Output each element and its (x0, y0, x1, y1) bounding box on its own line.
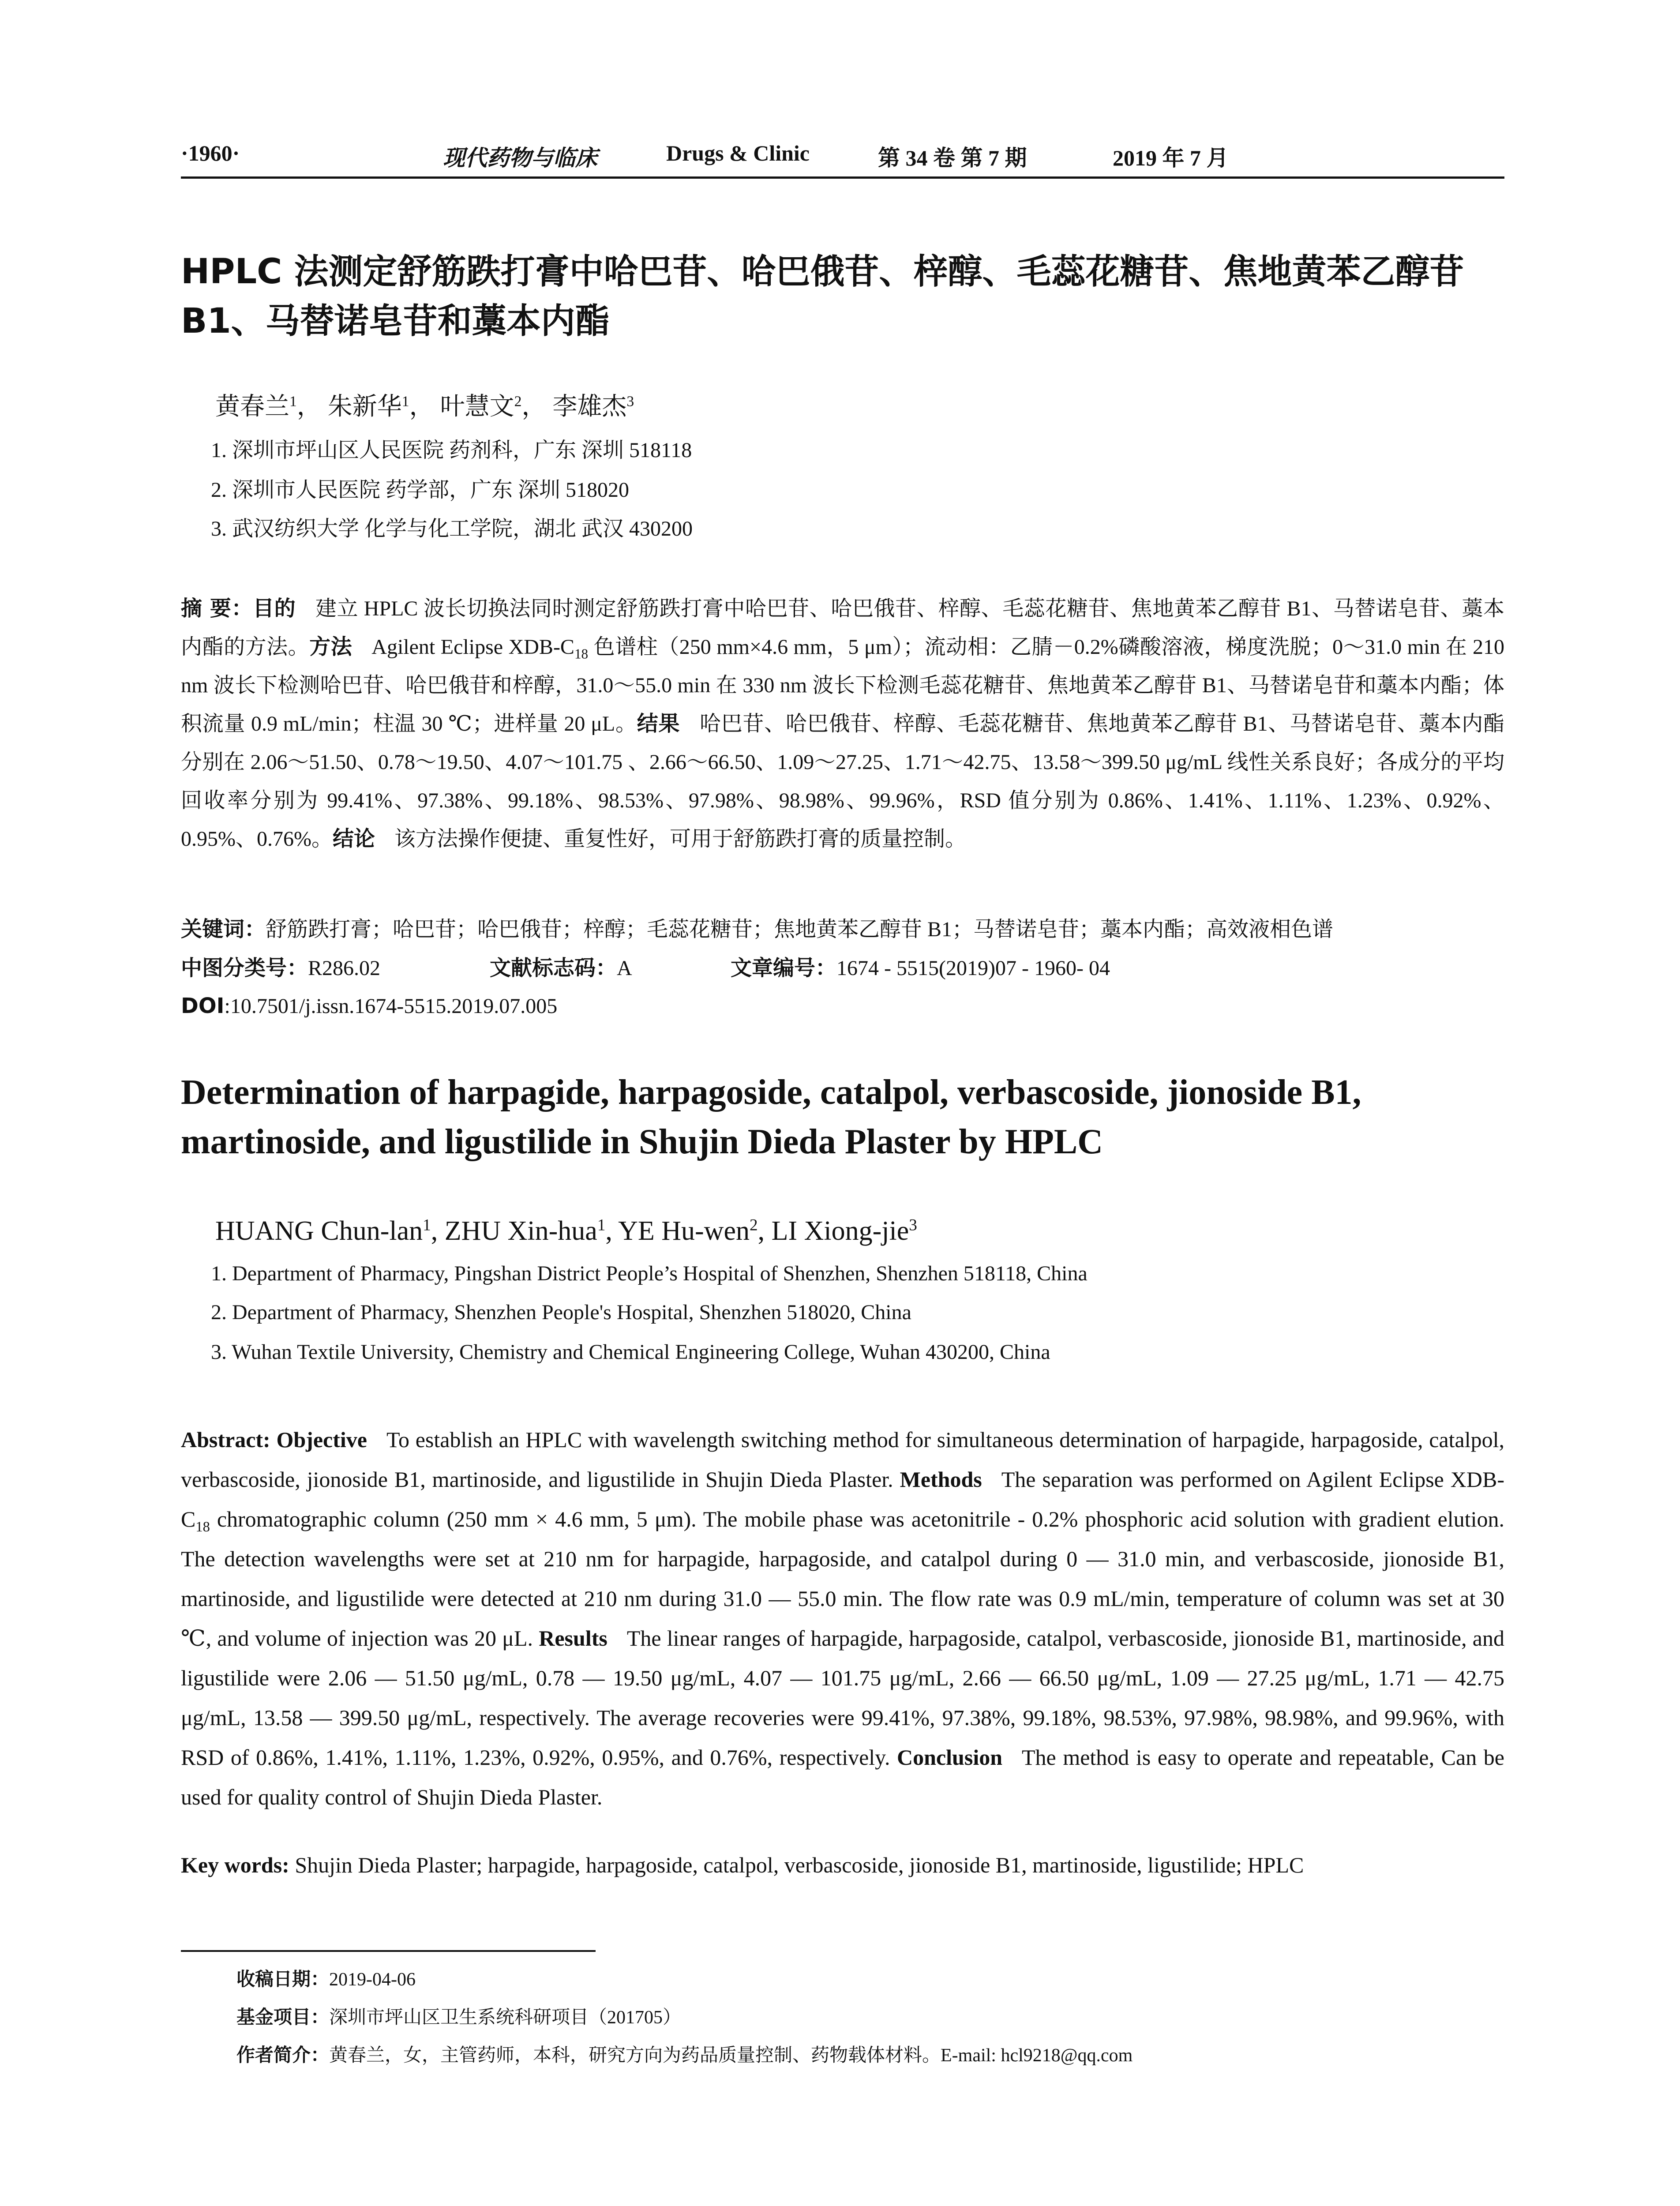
author-name: HUANG Chun-lan (215, 1216, 423, 1246)
objective-text: To establish an HPLC with wavelength switching method for simultaneous determination of harpagide, harpagoside, catalpol, verbascoside, jionoside B1, martinoside, and ligustilide in Shujin Dieda Plaster. (181, 1427, 1505, 1492)
conclusion-text: The method is easy to operate and repeatable, Can be used for quality control of Shujin Dieda Plaster. (181, 1745, 1504, 1809)
keywords-en (181, 1845, 1504, 1885)
keywords-label: 关键词： (181, 917, 266, 942)
author-bio-label: 作者简介： (236, 2044, 330, 2066)
results-label: Results (539, 1626, 608, 1651)
conclusion-text: 该方法操作便捷、重复性好，可用于舒筋跌打膏的质量控制。 (394, 827, 967, 851)
keywords-text: 舒筋跌打膏；哈巴苷；哈巴俄苷；梓醇；毛蕊花糖苷；焦地黄苯乙醇苷 B1；马替诺皂苷；藁本内酯；高效液相色谱 (266, 918, 1334, 941)
abstract-en (181, 1420, 1504, 1817)
author-affiliation-mark: 1 (289, 393, 297, 410)
methods-text: chromatographic column (250 mm × 4.6 mm, 5 μm). The mobile phase was acetonitrile - 0.2% phosphoric acid solution with gradient elution. The detection wavelengths were set at 210 nm for harpagide, harpagoside, and catalpol during 0 — 31.0 min, and verbascoside, jionoside B1, martinoside, and ligustilide were detected at 210 nm during 31.0 — 55.0 min. The flow rate was 0.9 mL/min, temperature of column was set at 30 ℃, and volume of injection was 20 μL. (181, 1507, 1504, 1651)
conclusion-label: Conclusion (897, 1745, 1003, 1770)
abstract-cn (181, 589, 1504, 858)
methods-label: 方法 (309, 634, 352, 659)
journal-name-en: Drugs & Clinic (666, 141, 810, 165)
affiliation-en-1: 1. Department of Pharmacy, Pingshan District People’s Hospital of Shenzhen, Shenzhen 518118, China (211, 1262, 1088, 1285)
abstract-label: Abstract: (181, 1427, 270, 1452)
author-affiliation-mark: 2 (514, 393, 522, 410)
author-separator: , (431, 1216, 445, 1246)
methods-text: Agilent Eclipse XDB-C (371, 635, 574, 659)
results-text: The linear ranges of harpagide, harpagoside, catalpol, verbascoside, jionoside B1, martinoside, and ligustilide were 2.06 — 51.50 μg/mL, 0.78 — 19.50 μg/mL, 4.07 — 101.75 μg/mL, 2.66 — 66.50 μg/mL, 1.09 — 27.25 μg/mL, 1.71 — 42.75 μg/mL, 13.58 — 399.50 μg/mL, respectively. The average recoveries were 99.41%, 97.38%, 99.18%, 98.53%, 97.98%, 98.98%, and 99.96%, with RSD of 0.86%, 1.41%, 1.11%, 1.23%, 0.92%, 0.95%, and 0.76%, respectively. (181, 1626, 1504, 1770)
article-number-label: 文章编号： (731, 956, 837, 980)
authors-en (215, 1212, 917, 1249)
results-text: 哈巴苷、哈巴俄苷、梓醇、毛蕊花糖苷、焦地黄苯乙醇苷 B1、马替诺皂苷、藁本内酯分别在 2.06～51.50、0.78～19.50、4.07～101.75 、2.66～66.50、1.09～27.25、1.71～42.75、13.58～399.50 μg/mL 线性关系良好；各成分的平均回收率分别为 99.41%、97.38%、99.18%、98.53%、97.98%、98.98%、99.96%，RSD 值分别为 0.86%、1.41%、1.11%、1.23%、0.92%、0.95%、0.76%。 (181, 712, 1504, 851)
methods-subscript: 18 (574, 646, 589, 662)
author-name: 黄春兰 (215, 393, 289, 420)
article-number (731, 950, 1110, 986)
doi-label: DOI (181, 994, 225, 1018)
received-label: 收稿日期： (236, 1968, 330, 1990)
conclusion-label: 结论 (332, 826, 375, 851)
methods-subscript: 18 (195, 1519, 210, 1535)
author-name: LI Xiong-jie (771, 1216, 909, 1246)
clc-value: R286.02 (308, 957, 381, 980)
title-cn: HPLC 法测定舒筋跌打膏中哈巴苷、哈巴俄苷、梓醇、毛蕊花糖苷、焦地黄苯乙醇苷 B1、马替诺皂苷和藁本内酯 (181, 252, 1464, 341)
page-number: ·1960· (181, 141, 240, 165)
title-en: Determination of harpagide, harpagoside, catalpol, verbascoside, jionoside B1, martinoside, and ligustilide in Shujin Dieda Plaster by HPLC (181, 1073, 1361, 1161)
volume-issue: 第 34 卷 第 7 期 (878, 146, 1027, 170)
abstract-label: 摘 要： (181, 596, 253, 621)
clc-label: 中图分类号： (181, 956, 308, 980)
author-name: 叶慧文 (440, 393, 514, 420)
doi-value: :10.7501/j.issn.1674-5515.2019.07.005 (224, 994, 558, 1018)
footnote-rule (181, 1950, 596, 1952)
results-label: 结果 (637, 711, 680, 736)
issue-date: 2019 年 7 月 (1113, 146, 1229, 170)
document-code-value: A (617, 957, 632, 980)
methods-text: 色谱柱（250 mm×4.6 mm，5 μm）；流动相：乙腈－0.2%磷酸溶液，梯度洗脱；0～31.0 min 在 210 nm 波长下检测哈巴苷、哈巴俄苷和梓醇，31.0～55.0 min 在 330 nm 波长下检测毛蕊花糖苷、焦地黄苯乙醇苷 B1、马替诺皂苷和藁本内酯；体积流量 0.9 mL/min；柱温 30 ℃；进样量 20 μL。 (181, 635, 1504, 735)
keywords-text: Shujin Dieda Plaster; harpagide, harpagoside, catalpol, verbascoside, jionoside B1, martinoside, ligustilide; HPLC (295, 1853, 1304, 1877)
authors-cn (215, 389, 1451, 424)
document-code-label: 文献标志码： (490, 956, 617, 980)
author-separator: ， (521, 393, 547, 420)
author-affiliation-mark: 2 (749, 1216, 758, 1234)
received-date: 2019-04-06 (329, 1970, 416, 1990)
affiliation-cn-1: 1. 深圳市坪山区人民医院 药剂科，广东 深圳 518118 (211, 439, 692, 462)
methods-label: Methods (900, 1467, 982, 1492)
affiliation-en-2: 2. Department of Pharmacy, Shenzhen People's Hospital, Shenzhen 518020, China (211, 1301, 911, 1324)
author-name: ZHU Xin-hua (444, 1216, 597, 1246)
author-affiliation-mark: 1 (423, 1216, 431, 1234)
affiliation-cn-2: 2. 深圳市人民医院 药学部，广东 深圳 518020 (211, 478, 630, 502)
footnote-fund (236, 2003, 681, 2032)
author-affiliation-mark: 1 (401, 393, 409, 410)
document-code (490, 950, 632, 986)
doi (181, 988, 1504, 1024)
objective-label: 目的 (253, 596, 296, 621)
journal-name-cn: 现代药物与临床 (443, 146, 597, 170)
fund-label: 基金项目： (236, 2006, 330, 2028)
affiliation-en-3: 3. Wuhan Textile University, Chemistry and Chemical Engineering College, Wuhan 430200, China (211, 1340, 1050, 1364)
footnote-received (236, 1965, 416, 1994)
objective-label: Objective (276, 1427, 367, 1452)
author-name: YE Hu-wen (618, 1216, 750, 1246)
keywords-cn (181, 912, 1504, 947)
clc-number (181, 950, 380, 986)
author-affiliation-mark: 1 (597, 1216, 606, 1234)
header-rule (181, 176, 1504, 179)
affiliation-cn-3: 3. 武汉纺织大学 化学与化工学院，湖北 武汉 430200 (211, 517, 693, 540)
fund-text: 深圳市坪山区卫生系统科研项目（201705） (329, 2007, 682, 2028)
author-bio-text: 黄春兰，女，主管药师，本科，研究方向为药品质量控制、药物载体材料。E-mail: hcl9218@qq.com (329, 2045, 1133, 2066)
author-separator: ， (296, 393, 322, 420)
author-name: 李雄杰 (552, 393, 627, 420)
author-separator: , (605, 1216, 619, 1246)
author-affiliation-mark: 3 (626, 393, 634, 410)
keywords-label: Key words: (181, 1853, 289, 1877)
running-header (181, 140, 1504, 176)
objective-text: 建立 HPLC 波长切换法同时测定舒筋跌打膏中哈巴苷、哈巴俄苷、梓醇、毛蕊花糖苷、焦地黄苯乙醇苷 B1、马替诺皂苷、藁本内酯的方法。 (181, 597, 1504, 659)
methods-text: The separation was performed on Agilent Eclipse XDB-C (181, 1467, 1505, 1531)
author-separator: , (758, 1216, 772, 1246)
author-name: 朱新华 (327, 393, 402, 420)
footnote-author (236, 2041, 1132, 2070)
author-affiliation-mark: 3 (909, 1216, 917, 1234)
author-separator: ， (409, 393, 434, 420)
article-number-value: 1674 - 5515(2019)07 - 1960- 04 (836, 957, 1110, 980)
